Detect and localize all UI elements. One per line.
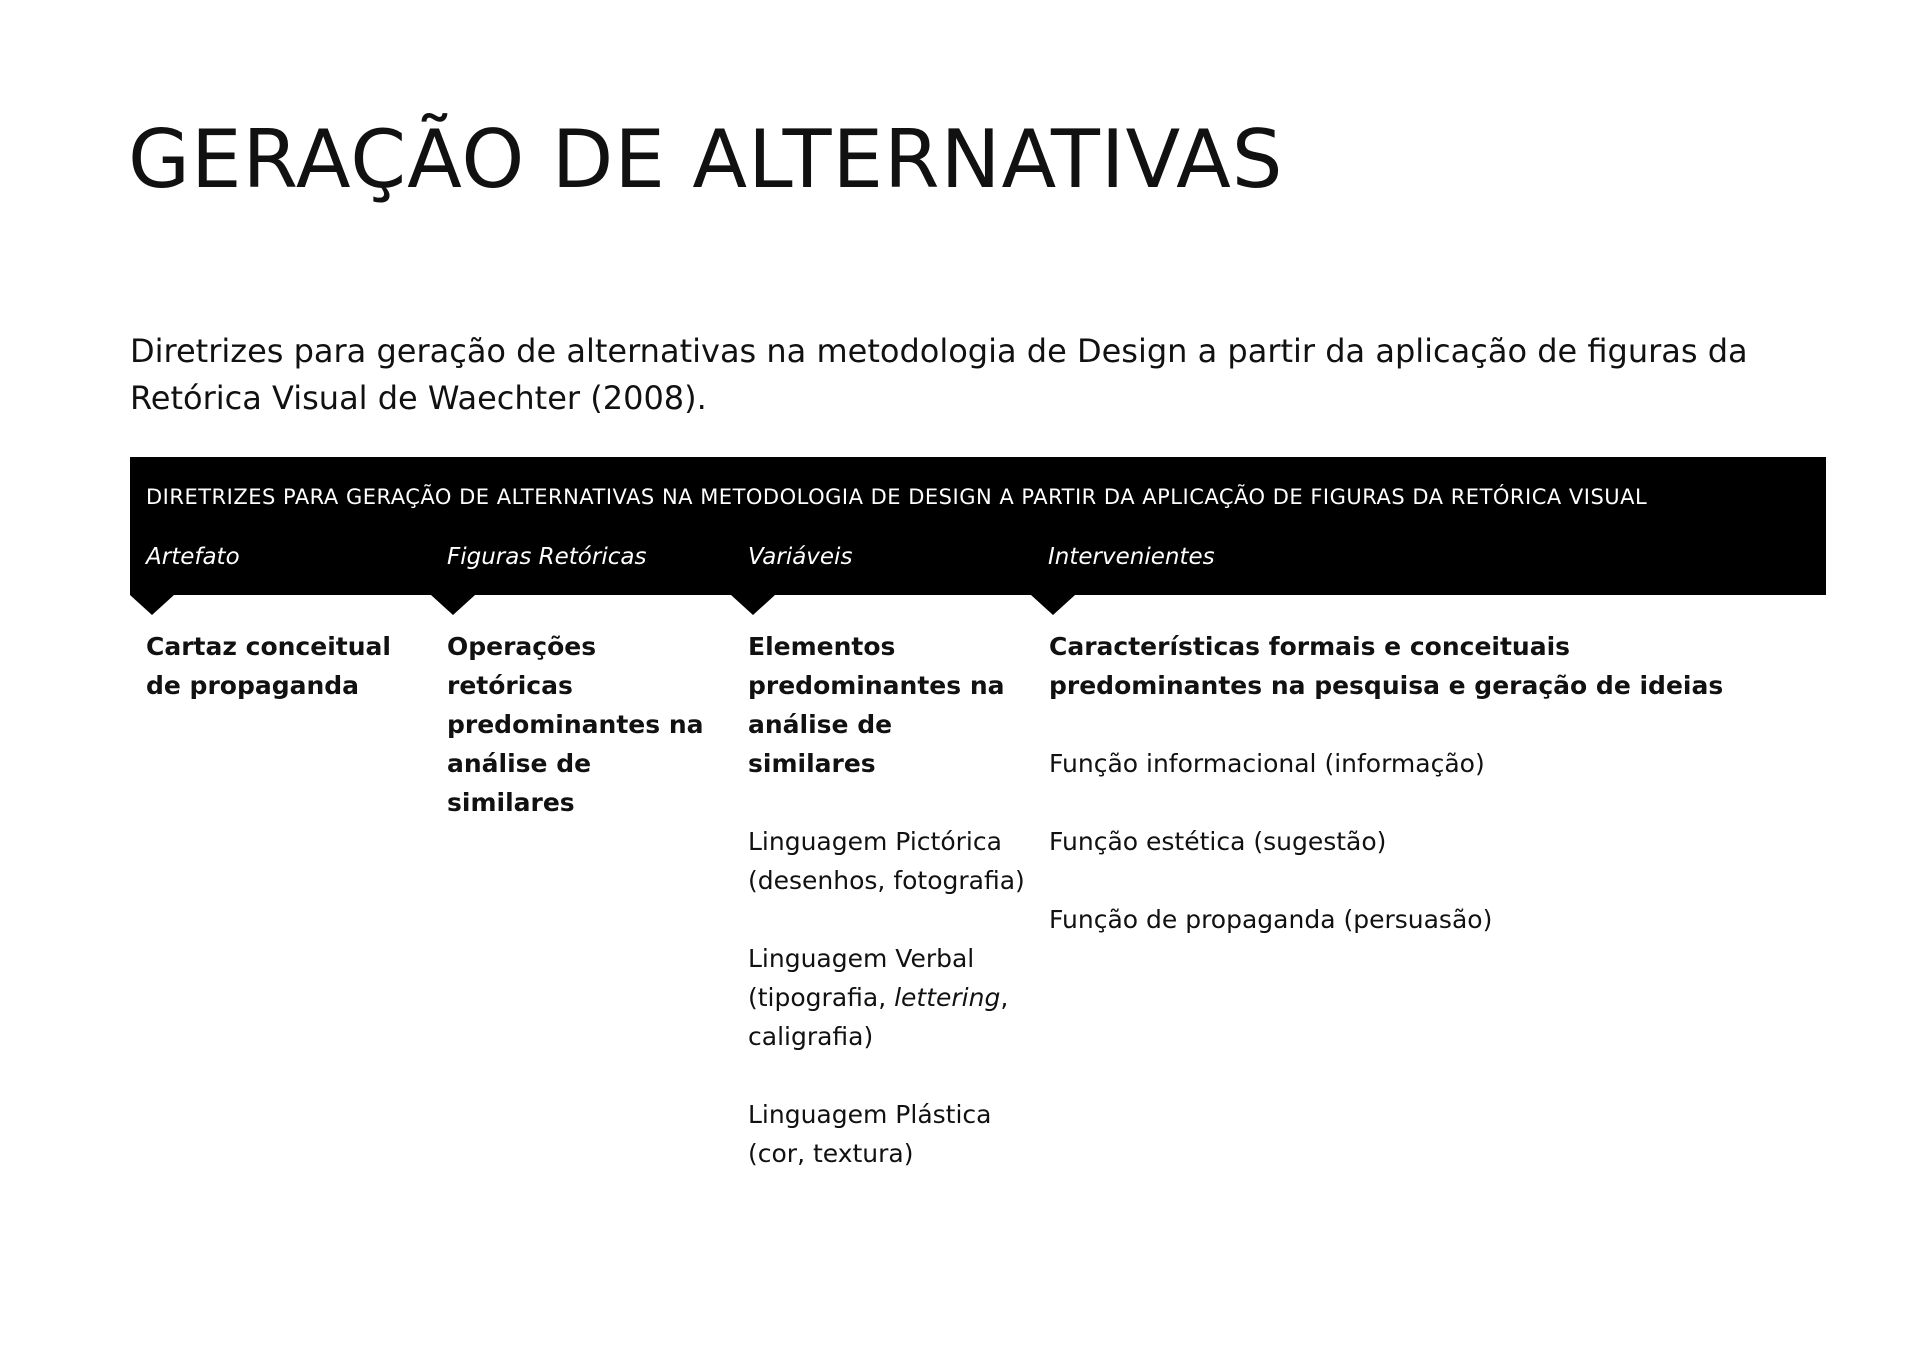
- list-item-text: Linguagem Verbal (tipografia,: [748, 944, 975, 1012]
- list-item-emphasis: lettering: [894, 983, 1001, 1012]
- list-item: Função de propaganda (persuasão): [1049, 905, 1493, 934]
- column-body-figuras-retoricas: [447, 627, 727, 861]
- column-pointer-intervenientes: [1031, 595, 1075, 615]
- list-item: Linguagem Plástica (cor, textura): [748, 1100, 992, 1168]
- column-pointer-figuras-retoricas: [431, 595, 475, 615]
- column-lead-figuras-retoricas: Operações retóricas predominantes na análise de similares: [447, 632, 704, 817]
- column-pointer-variaveis: [731, 595, 775, 615]
- page-title: GERAÇÃO DE ALTERNATIVAS: [128, 113, 1284, 206]
- table-header-title: DIRETRIZES PARA GERAÇÃO DE ALTERNATIVAS NA METODOLOGIA DE DESIGN A PARTIR DA APLICAÇÃO DE FIGURAS DA RETÓRICA VISUAL: [146, 485, 1648, 509]
- column-body-variaveis: [748, 627, 1026, 1212]
- column-body-intervenientes: [1049, 627, 1769, 978]
- list-item: Linguagem Pictórica (desenhos, fotografia): [748, 827, 1025, 895]
- column-heading-figuras-retoricas: Figuras Retóricas: [447, 544, 647, 570]
- intro-paragraph: Diretrizes para geração de alternativas na metodologia de Design a partir da aplicação de figuras da Retórica Visual de Waechter (2008).: [130, 332, 1748, 417]
- column-heading-intervenientes: Intervenientes: [1048, 544, 1215, 570]
- column-lead-variaveis: Elementos predominantes na análise de similares: [748, 632, 1005, 778]
- list-item: [748, 939, 1026, 1056]
- list-item-text: , caligrafia): [748, 983, 1009, 1051]
- column-lead-intervenientes: Características formais e conceituais predominantes na pesquisa e geração de ideias: [1049, 632, 1724, 700]
- column-lead-artefato: Cartaz conceitual de propaganda: [146, 632, 391, 700]
- list-item: Função estética (sugestão): [1049, 827, 1387, 856]
- column-body-artefato: [146, 627, 426, 744]
- list-item: Função informacional (informação): [1049, 749, 1485, 778]
- table-header: [130, 457, 1826, 595]
- column-heading-artefato: Artefato: [146, 544, 240, 570]
- column-heading-variaveis: Variáveis: [748, 544, 853, 570]
- column-pointer-artefato: [130, 595, 174, 615]
